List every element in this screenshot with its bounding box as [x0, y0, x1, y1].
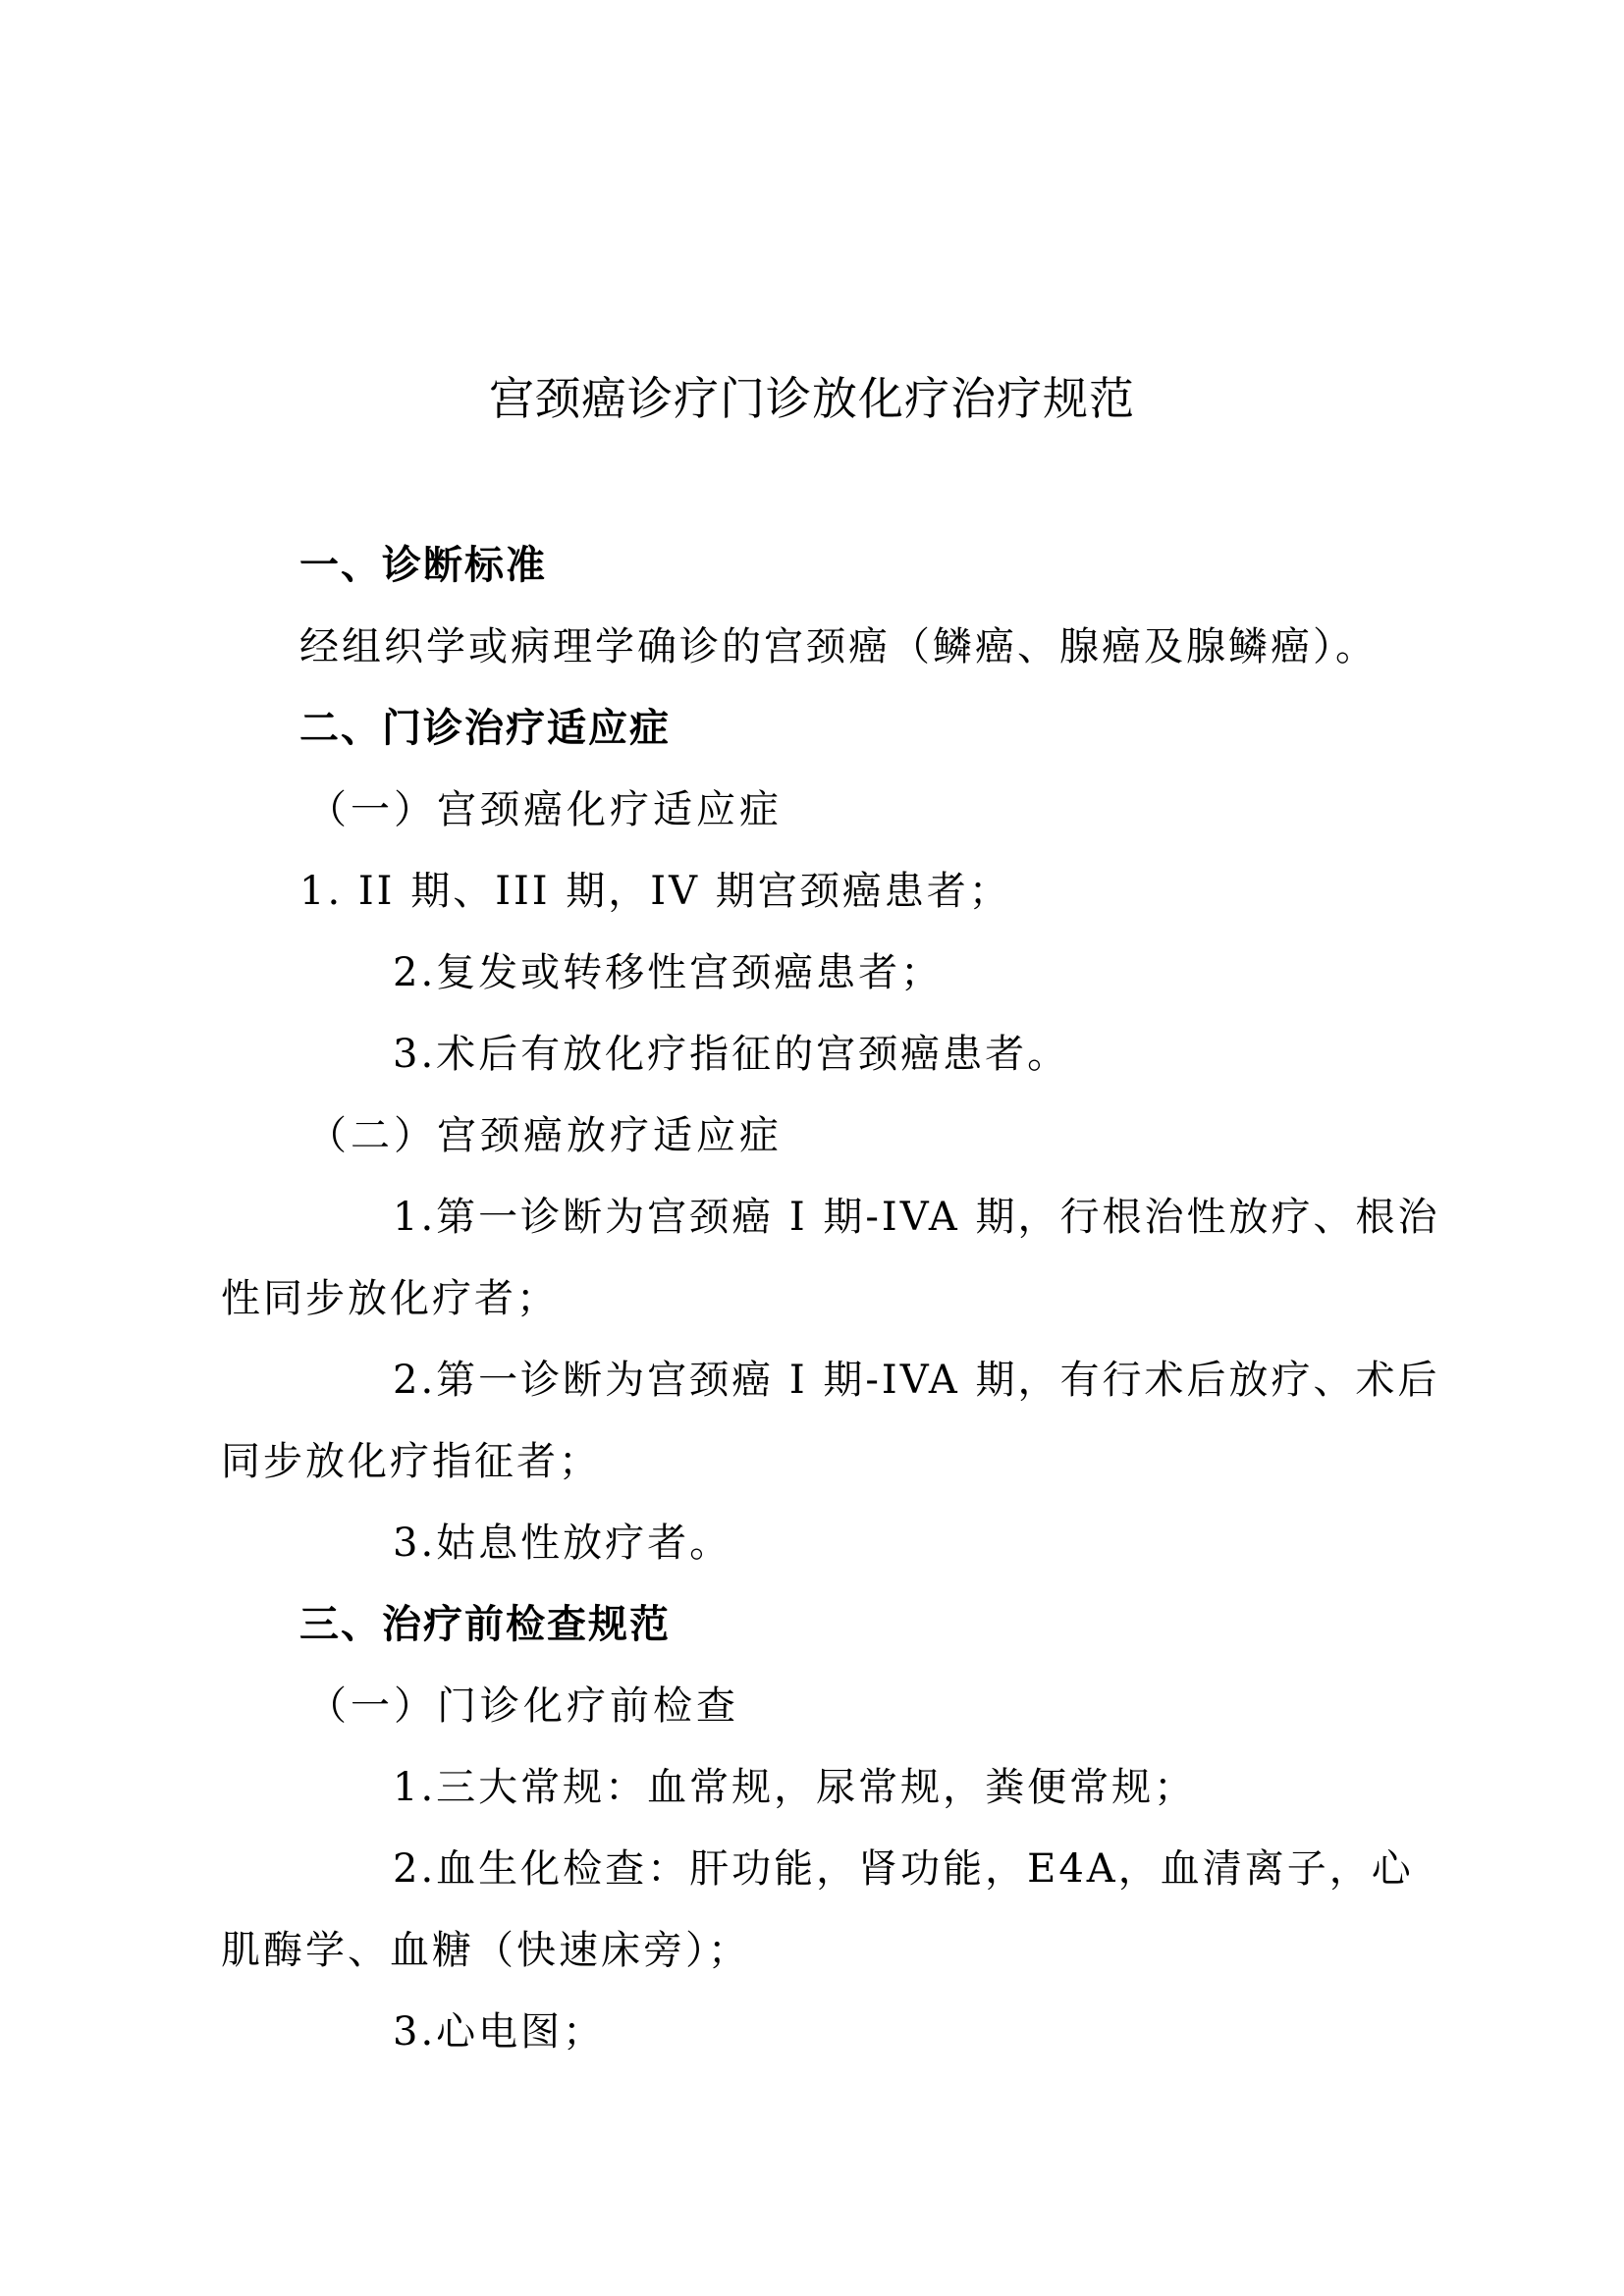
section-heading-indications: 二、门诊治疗适应症	[299, 706, 671, 751]
document-title: 宫颈癌诊疗门诊放化疗治疗规范	[489, 372, 1135, 425]
section-heading-diagnosis: 一、诊断标准	[299, 543, 547, 588]
list-item-chemo-1: 1. II 期、III 期，IV 期宫颈癌患者；	[299, 869, 1011, 914]
list-item-radio-3: 3.姑息性放疗者。	[393, 1521, 732, 1566]
list-item-chemo-3: 3.术后有放化疗指征的宫颈癌患者。	[393, 1032, 1070, 1077]
list-item-chemo-2: 2.复发或转移性宫颈癌患者；	[393, 950, 944, 995]
subheading-chemotherapy-indications: （一）宫颈癌化疗适应症	[307, 787, 783, 832]
list-item-radio-2: 2.第一诊断为宫颈癌 I 期-IVA 期，有行术后放疗、术后	[393, 1358, 1440, 1403]
list-item-radio-2-continued: 同步放化疗指征者；	[221, 1439, 601, 1484]
section-heading-pretreatment-exam: 三、治疗前检查规范	[299, 1602, 671, 1647]
list-item-exam-2: 2.血生化检查：肝功能，肾功能，E4A，血清离子，心	[393, 1846, 1414, 1892]
list-item-radio-1-continued: 性同步放化疗者；	[221, 1276, 559, 1321]
paragraph-diagnosis-criteria: 经组织学或病理学确诊的宫颈癌（鳞癌、腺癌及腺鳞癌）。	[299, 624, 1378, 669]
list-item-radio-1: 1.第一诊断为宫颈癌 I 期-IVA 期，行根治性放疗、根治	[393, 1195, 1440, 1240]
list-item-exam-2-continued: 肌酶学、血糖（快速床旁）；	[221, 1928, 750, 1973]
list-item-exam-1: 1.三大常规：血常规，尿常规，粪便常规；	[393, 1765, 1197, 1810]
list-item-exam-3: 3.心电图；	[393, 2009, 606, 2055]
subheading-radiotherapy-indications: （二）宫颈癌放疗适应症	[307, 1113, 783, 1158]
subheading-outpatient-chemo-exam: （一）门诊化疗前检查	[307, 1683, 739, 1729]
